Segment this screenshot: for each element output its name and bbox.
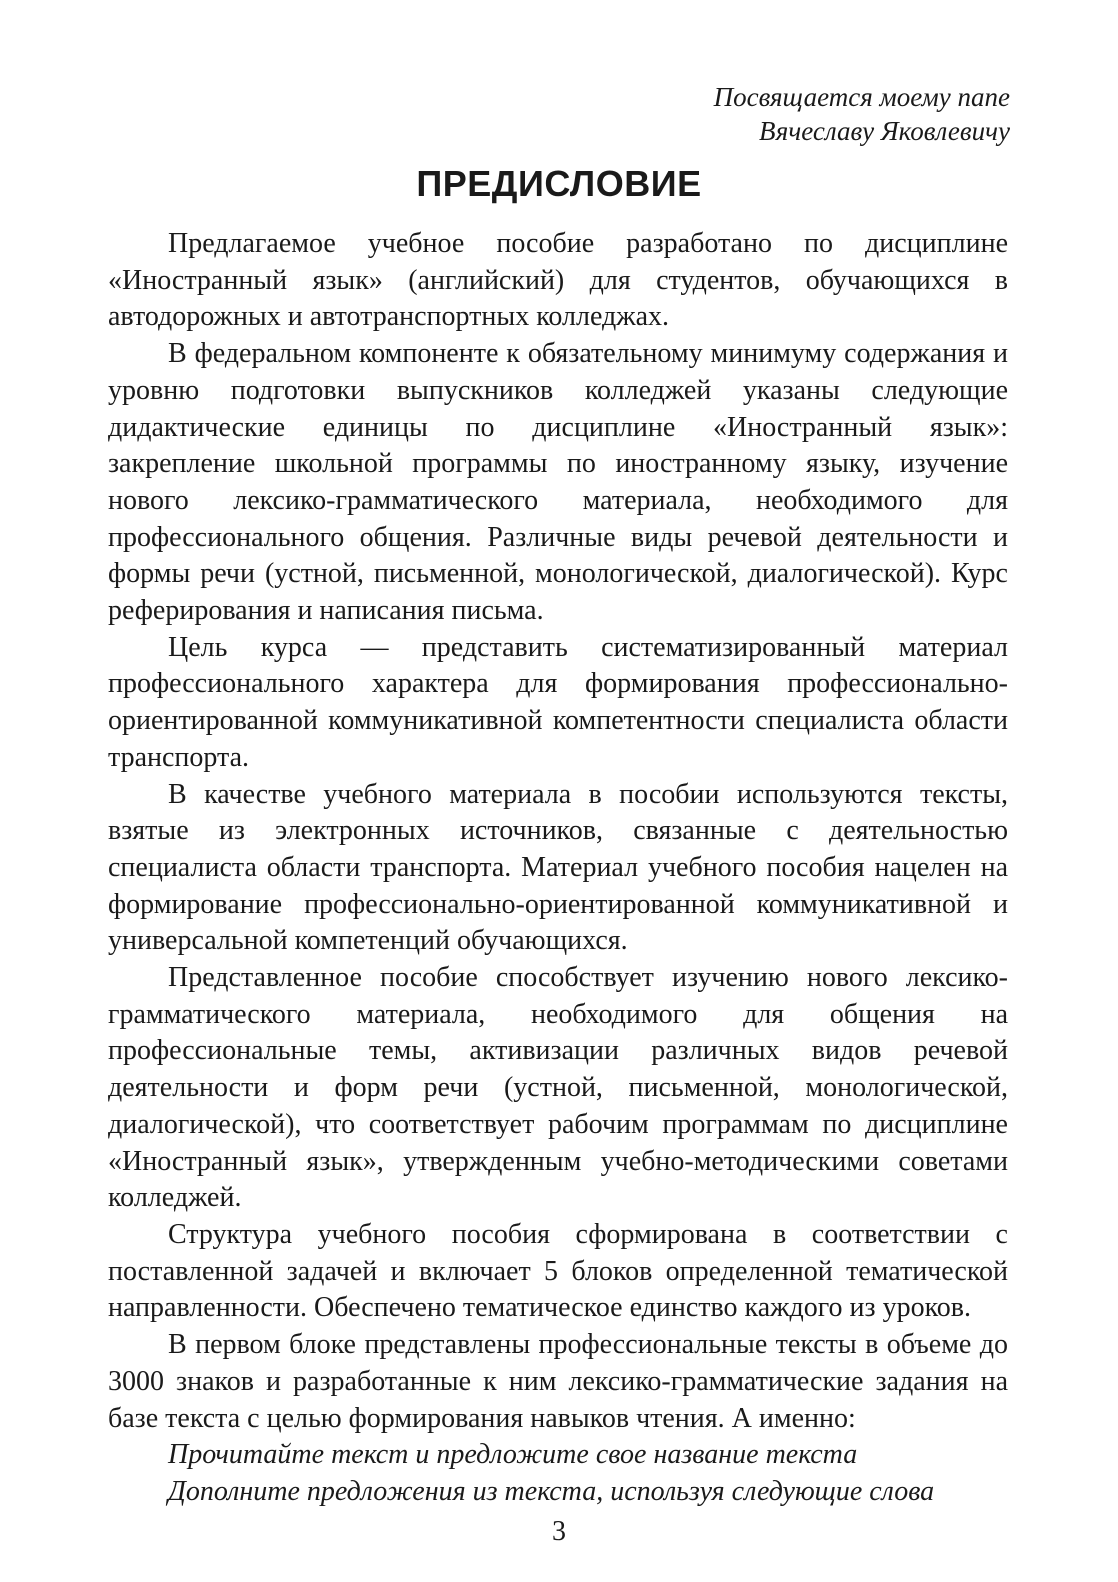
dedication-line-1: Посвящается моему папе: [713, 82, 1010, 112]
paragraph-3: Цель курса — представить систематизированный материал профессионального характера для формирования профессионально-ориентированной коммуникативной компетентности специалиста области транспорта.: [108, 631, 1008, 773]
page-number: 3: [552, 1516, 566, 1547]
dedication: [714, 80, 1010, 148]
paragraph-2: В федеральном компоненте к обязательному минимуму содержания и уровню подготовки выпускников колледжей указаны следующие дидактические единицы по дисциплине «Иностранный язык»: закрепление школьной программы по иностранному языку, изучение нового лексико-грамматического материала, необходимого для профессионального общения. Различные виды речевой деятельности и формы речи (устной, письменной, монологической, диалогической). Курс реферирования и написания письма.: [108, 338, 1008, 627]
paragraph-7: В первом блоке представлены профессиональные тексты в объеме до 3000 знаков и разработанные к ним лексико-грамматические задания на базе текста с целью формирования навыков чтения. А именно:: [108, 1329, 1008, 1434]
page-title: ПРЕДИСЛОВИЕ: [416, 163, 702, 204]
paragraph-1: Предлагаемое учебное пособие разработано по дисциплине «Иностранный язык» (английский) для студентов, обучающихся в автодорожных и автотранспортных колледжах.: [108, 228, 1008, 333]
task-item-2: Дополните предложения из текста, используя следующие слова: [168, 1475, 935, 1507]
dedication-line-2: Вячеславу Яковлевичу: [758, 116, 1010, 146]
paragraph-6: Структура учебного пособия сформирована в соответствии с поставленной задачей и включает 5 блоков определенной тематической направленности. Обеспечено тематическое единство каждого из уроков.: [108, 1218, 1008, 1324]
paragraph-5: Представленное пособие способствует изучению нового лексико-грамматического материала, необходимого для общения на профессиональные темы, активизации различных видов речевой деятельности и форм речи (устной, письменной, монологической, диалогической), что соответствует рабочим программам по дисциплине «Иностранный язык», утвержденным учебно-методическими советами колледжей.: [108, 962, 1008, 1214]
preface-body: [108, 226, 1008, 1511]
paragraph-4: В качестве учебного материала в пособии используются тексты, взятые из электронных источников, связанные с деятельностью специалиста области транспорта. Материал учебного пособия нацелен на формирование профессионально-ориентированной коммуникативной и универсальной компетенций обучающихся.: [108, 778, 1008, 957]
task-item-1: Прочитайте текст и предложите свое название текста: [168, 1439, 858, 1471]
